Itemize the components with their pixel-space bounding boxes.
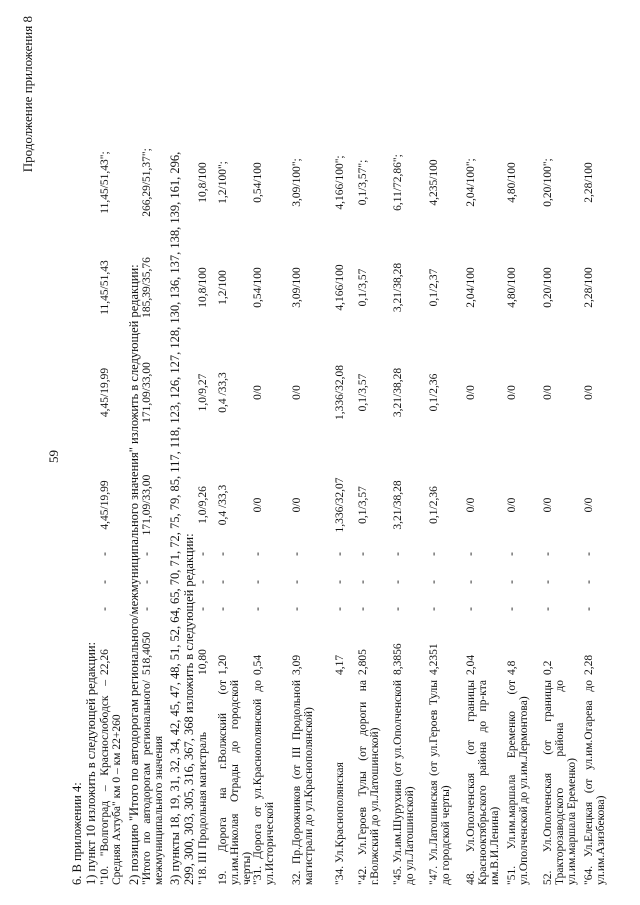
cell: 0/0	[506, 385, 518, 400]
row-name: "45. Ул.им.Шурухина (от ул.Ополченской до ул.Латошинской)	[392, 680, 416, 885]
row-name: 52. Ул.Ополченская (от границы Тракторозаводского района до ул.им.маршала Еременко)	[542, 680, 578, 885]
cell: -	[197, 607, 209, 611]
cell: -	[506, 607, 518, 611]
cell: 10,8/100	[197, 267, 209, 308]
cell-length: 10,80	[197, 649, 209, 675]
cell: -	[99, 552, 111, 556]
cell: -	[197, 580, 209, 584]
cell: -	[141, 552, 153, 556]
cell: -	[99, 580, 111, 584]
intro-line-3: 2) позицию "Итого по автодорогам регионального/межмуниципального значения" изложить в следующей редакции:	[127, 264, 141, 885]
cell: 0,4 /33,3	[217, 372, 229, 413]
cell: 4,45/19,99	[99, 480, 111, 530]
cell: -	[506, 580, 518, 584]
cell: 0,54/100	[252, 162, 264, 203]
cell: 0,1/3,57	[357, 486, 369, 524]
cell: 0/0	[506, 497, 518, 513]
cell: -	[583, 607, 595, 611]
cell-length: 518,4050	[141, 631, 153, 675]
cell: -	[141, 580, 153, 584]
intro-line-2: 1) пункт 10 изложить в следующей редакции:	[84, 642, 98, 885]
cell: -	[428, 607, 440, 611]
cell: 0/0	[542, 497, 554, 513]
cell: 0,1/3,57	[357, 373, 369, 412]
cell: 4,80/100	[506, 267, 518, 308]
cell: -	[583, 552, 595, 556]
cell-length: 2,805	[357, 649, 369, 675]
cell-length: 2,28	[583, 654, 595, 675]
cell: 0,54/100	[252, 267, 264, 308]
cell: 3,21/38,28	[392, 367, 404, 418]
cell: 0,20/100";	[542, 158, 554, 207]
cell: -	[392, 607, 404, 611]
cell: 0,20/100	[542, 267, 554, 308]
row-name: "42. Ул.Героев Тулы (от дороги на г.Волжский до ул.Латошинской)	[357, 680, 381, 885]
cell: -	[252, 580, 264, 584]
cell: 11,45/51,43	[99, 260, 111, 315]
cell: 0,1/2,36	[428, 486, 440, 524]
cell: -	[334, 607, 346, 611]
cell: -	[197, 552, 209, 556]
cell: 3,21/38,28	[392, 480, 404, 530]
row-name: "64. Ул.Елецкая (от ул.им.Огарева до ул.им.Азизбекова)	[583, 680, 607, 885]
cell: 10,8/100	[197, 162, 209, 203]
cell: -	[542, 552, 554, 556]
cell: 0/0	[252, 385, 264, 400]
cell-length: 2,04	[465, 654, 477, 675]
cell: 1,2/100	[217, 270, 229, 305]
cell: 2,04/100	[465, 267, 477, 308]
cell-length: 0,2	[542, 660, 554, 675]
cell: -	[141, 607, 153, 611]
cell: -	[428, 580, 440, 584]
cell: -	[99, 607, 111, 611]
cell-length: 22,26	[99, 649, 111, 675]
cell: 0/0	[465, 497, 477, 513]
cell: -	[291, 607, 303, 611]
cell: -	[428, 552, 440, 556]
cell-length: 1,20	[217, 654, 229, 675]
cell: 0,1/2,37	[428, 268, 440, 307]
row-name: 32. Пр.Дорожников (от III Продольной магистрали до ул.Краснополянской)	[291, 680, 315, 885]
cell-length: 4,8	[506, 660, 518, 675]
cell: -	[542, 580, 554, 584]
continuation-header: Продолжение приложения 8	[20, 16, 35, 173]
cell: 1,0/9,27	[197, 373, 209, 412]
cell: 1,2/100";	[217, 161, 229, 204]
cell: 0/0	[291, 385, 303, 400]
cell: -	[392, 552, 404, 556]
cell: 0,1/3,57	[357, 268, 369, 307]
cell: 171,09/33,00	[141, 362, 153, 423]
cell: -	[334, 580, 346, 584]
cell: 2,28/100	[583, 162, 595, 203]
cell: -	[357, 580, 369, 584]
row-name: 19. Дорога на г.Волжский (от ул.им.Николая Отрады до городской черты)	[217, 680, 253, 885]
row-name: "51. Ул.им.маршала Еременко (от ул.Ополченской до ул.им.Лермонтова)	[506, 680, 530, 885]
cell: 0/0	[252, 497, 264, 513]
cell: 1,336/32,08	[334, 365, 346, 420]
cell-length: 3,09	[291, 654, 303, 675]
cell: -	[291, 580, 303, 584]
cell: -	[357, 607, 369, 611]
cell: 0/0	[542, 385, 554, 400]
cell: 4,80/100	[506, 162, 518, 203]
cell: 171,09/33,00	[141, 474, 153, 536]
cell: -	[217, 552, 229, 556]
page-number: 59	[46, 450, 61, 463]
cell: -	[583, 580, 595, 584]
cell: -	[392, 580, 404, 584]
cell: 3,09/100	[291, 267, 303, 308]
cell: -	[217, 607, 229, 611]
cell: 2,28/100	[583, 267, 595, 308]
cell: 11,45/51,43";	[99, 151, 111, 214]
cell: -	[542, 607, 554, 611]
cell: 4,166/100";	[334, 155, 346, 210]
intro-line-5: 299, 300, 303, 305, 316, 367, 368 изложить в следующей редакции:	[182, 533, 196, 885]
cell: -	[291, 552, 303, 556]
row-name: "47. Ул.Латошинская (от ул.Героев Тулы до городской черты)	[428, 680, 452, 885]
row-name: "34. Ул.Краснополянская	[334, 762, 346, 885]
cell: -	[217, 580, 229, 584]
cell: -	[465, 552, 477, 556]
cell: 4,45/19,99	[99, 367, 111, 418]
cell: -	[252, 607, 264, 611]
cell: 0/0	[583, 385, 595, 400]
cell: 0/0	[465, 385, 477, 400]
row-name: 48. Ул.Ополченская (от границы Краснооктябрьского района до пр-кта им.В.И.Ленина)	[465, 680, 501, 885]
cell: -	[465, 580, 477, 584]
intro-line-4: 3) пункты 18, 19, 31, 32, 34, 42, 45, 47, 48, 51, 52, 64, 65, 70, 71, 72, 75, 79, 85, 117, 118, 123, 126, 127, 128, 130, 136, 137, 138, 139, 161, 296,	[168, 151, 182, 885]
cell: 1,336/32,07	[334, 477, 346, 533]
cell: 0/0	[291, 497, 303, 513]
cell-length: 8,3856	[392, 643, 404, 675]
cell: 185,39/35,76	[141, 257, 153, 318]
row-name: "18. III Продольная магистраль	[197, 731, 209, 885]
cell: 3,21/38,28	[392, 262, 404, 313]
cell: 0/0	[583, 497, 595, 513]
cell: -	[465, 607, 477, 611]
cell-length: 4,2351	[428, 643, 440, 675]
row-name: "Итого по автодорогам регионального/ межмуниципального значения	[141, 680, 165, 885]
row-name: "10. "Волгоград – Краснослободск – Средняя Ахтуба" км 0 – км 22+260	[99, 680, 123, 885]
cell: -	[357, 552, 369, 556]
cell: 266,29/51,37";	[141, 148, 153, 217]
cell-length: 4,17	[334, 654, 346, 675]
intro-line-1: 6. В приложении 4:	[70, 782, 84, 885]
cell: 1,0/9,26	[197, 486, 209, 524]
cell: 0,4 /33,3	[217, 484, 229, 526]
cell: 4,166/100	[334, 264, 346, 311]
cell: -	[506, 552, 518, 556]
row-name: "31. Дорога от ул.Краснополянской до ул.Исторической	[252, 680, 276, 885]
cell: -	[252, 552, 264, 556]
cell: 2,04/100";	[465, 158, 477, 207]
cell: -	[334, 552, 346, 556]
cell: 6,11/72,86";	[392, 154, 404, 211]
cell: 3,09/100";	[291, 158, 303, 207]
cell: 4,235/100	[428, 159, 440, 206]
cell: 0,1/3,57";	[357, 159, 369, 206]
cell-length: 0,54	[252, 654, 264, 675]
cell: 0,1/2,36	[428, 373, 440, 412]
